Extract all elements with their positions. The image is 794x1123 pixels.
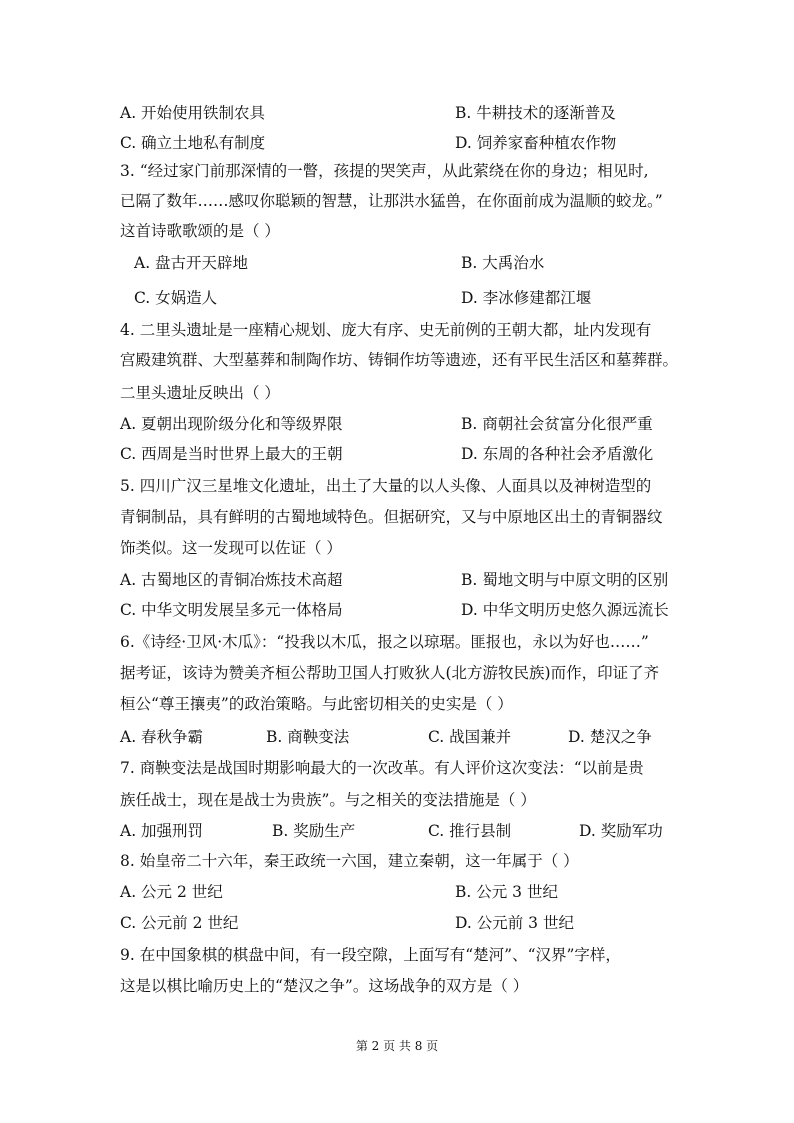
- q4-option-d: D. 东周的各种社会矛盾激化: [461, 445, 654, 463]
- q2-option-d: D. 饲养家畜种植农作物: [455, 134, 617, 152]
- q3-stem-line-2: 已隔了数年……感叹你聪颖的智慧，让那洪水猛兽，在你面前成为温顺的蛟龙。”: [120, 192, 663, 210]
- q4-option-c: C. 西周是当时世界上最大的王朝: [120, 445, 343, 463]
- q7-option-a: A. 加强刑罚: [120, 822, 204, 840]
- q3-option-a: A. 盘古开天辟地: [134, 254, 249, 272]
- q6-option-b: B. 商鞅变法: [266, 728, 350, 746]
- q9-stem-line-2: 这是以棋比喻历史上的“楚汉之争”。这场战争的双方是（ ）: [120, 977, 529, 995]
- q8-option-c: C. 公元前 2 世纪: [120, 914, 239, 932]
- q7-option-b: B. 奖励生产: [272, 822, 356, 840]
- q6-option-d: D. 楚汉之争: [568, 728, 652, 746]
- q5-stem-line-2: 青铜制品，具有鲜明的古蜀地域特色。但据研究，又与中原地区出土的青铜器纹: [120, 508, 663, 526]
- q5-option-a: A. 古蜀地区的青铜冶炼技术高超: [120, 571, 343, 589]
- q4-option-b: B. 商朝社会贫富分化很严重: [461, 415, 653, 433]
- q8-option-b: B. 公元 3 世纪: [455, 883, 558, 901]
- page-number-footer: 第 2 页 共 8 页: [355, 1039, 439, 1053]
- q6-stem-line-1: 6.《诗经·卫风·木瓜》：“投我以木瓜，报之以琼琚。匪报也，永以为好也……”: [120, 633, 649, 651]
- q4-stem-line-1: 4. 二里头遗址是一座精心规划、庞大有序、史无前例的王朝大都，址内发现有: [120, 321, 652, 339]
- q4-option-a: A. 夏朝出现阶级分化和等级界限: [120, 415, 343, 433]
- q5-option-b: B. 蜀地文明与中原文明的区别: [461, 571, 669, 589]
- q3-stem-line-1: 3. “经过家门前那深情的一瞥，孩提的哭笑声，从此萦绕在你的身边；相见时,: [120, 162, 649, 180]
- q3-option-c: C. 女娲造人: [134, 289, 218, 307]
- q2-option-b: B. 牛耕技术的逐渐普及: [455, 104, 616, 122]
- q2-option-a: A. 开始使用铁制农具: [120, 104, 266, 122]
- q8-stem-line-1: 8. 始皇帝二十六年，秦王政统一六国，建立秦朝，这一年属于（ ）: [120, 852, 579, 870]
- q8-option-a: A. 公元 2 世纪: [120, 883, 223, 901]
- q7-option-d: D. 奖励军功: [579, 822, 663, 840]
- q4-stem-line-2: 宫殿建筑群、大型墓葬和制陶作坊、铸铜作坊等遗迹，还有平民生活区和墓葬群。: [120, 351, 679, 369]
- q7-option-c: C. 推行县制: [428, 822, 512, 840]
- q4-stem-line-3: 二里头遗址反映出（ ）: [120, 384, 280, 402]
- q7-stem-line-1: 7. 商鞅变法是战国时期影响最大的一次改革。有人评价这次变法：“以前是贵: [120, 759, 644, 777]
- q6-option-a: A. 春秋争霸: [120, 728, 204, 746]
- q3-option-d: D. 李冰修建都江堰: [461, 289, 592, 307]
- q7-stem-line-2: 族任战士，现在是战士为贵族”。与之相关的变法措施是（ ）: [120, 791, 536, 809]
- q6-stem-line-3: 桓公“尊王攘夷”的政治策略。与此密切相关的史实是（ ）: [120, 695, 513, 713]
- q5-option-d: D. 中华文明历史悠久源远流长: [461, 601, 669, 619]
- q2-option-c: C. 确立土地私有制度: [120, 134, 266, 152]
- q8-option-d: D. 公元前 3 世纪: [455, 914, 574, 932]
- q3-stem-line-3: 这首诗歌歌颂的是（ ）: [120, 222, 280, 240]
- q6-stem-line-2: 据考证，该诗为赞美齐桓公帮助卫国人打败狄人(北方游牧民族)而作，印证了齐: [120, 664, 660, 682]
- q5-stem-line-3: 饰类似。这一发现可以佐证（ ）: [120, 539, 342, 557]
- q5-stem-line-1: 5. 四川广汉三星堆文化遗址，出土了大量的以人头像、人面具以及神树造型的: [120, 477, 652, 495]
- q3-option-b: B. 大禹治水: [461, 254, 545, 272]
- q9-stem-line-1: 9. 在中国象棋的棋盘中间，有一段空隙，上面写有“楚河”、“汉界”字样，: [120, 946, 621, 964]
- q5-option-c: C. 中华文明发展呈多元一体格局: [120, 601, 343, 619]
- q6-option-c: C. 战国兼并: [428, 728, 512, 746]
